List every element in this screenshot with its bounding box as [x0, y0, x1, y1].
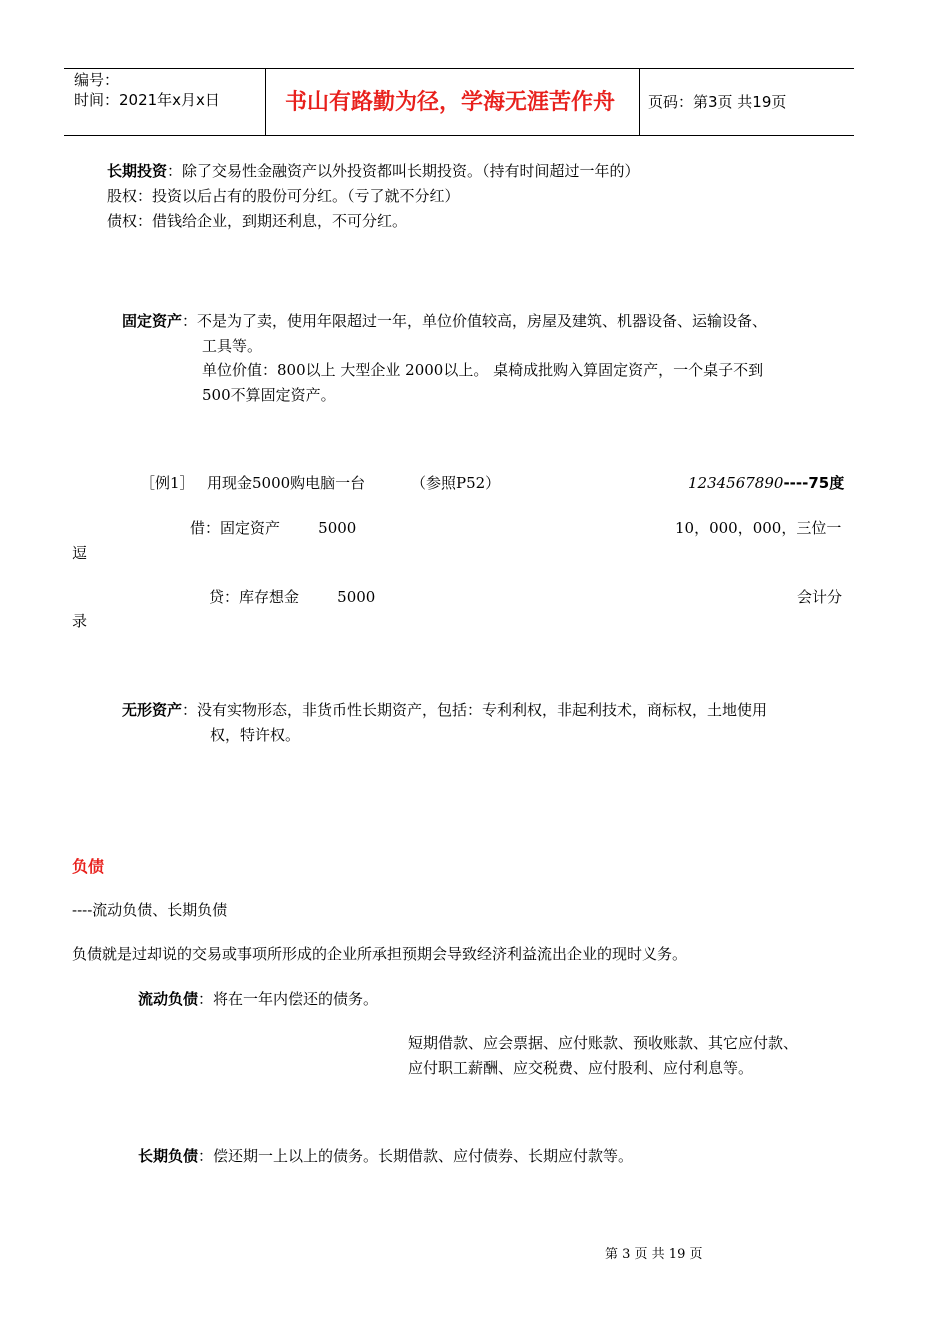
fixed-assets-line-2: 工具等。 [202, 337, 263, 355]
fixed-assets-line-4: 500不算固定资产。 [202, 386, 336, 404]
intangible-assets-line-2: 权，特许权。 [210, 726, 301, 744]
example-digits: 1234567890 [688, 474, 784, 492]
debit-entry: 借：固定资产 5000 [190, 519, 357, 537]
header-divider-right [639, 68, 640, 135]
credit-note-wrap: 录 [72, 612, 88, 630]
example-digits-suffix: ----75度 [783, 474, 845, 492]
example-reference: （参照P52） [411, 474, 501, 492]
header-bottom-rule [64, 135, 854, 136]
debit-note: 10，000，000，三位一 [675, 519, 842, 537]
debt-right-line: 债权：借钱给企业，到期还利息，不可分红。 [107, 212, 408, 230]
long-term-investment-line [107, 162, 640, 180]
debit-note-wrap: 逗 [72, 544, 88, 562]
long-term-liabilities-text: ：偿还期一上以上的债务。长期借款、应付债券、长期应付款等。 [198, 1147, 634, 1165]
fixed-assets-text-1: ：不是为了卖，使用年限超过一年，单位价值较高，房屋及建筑、机器设备、运输设备、 [182, 312, 768, 330]
current-liabilities-line [138, 990, 378, 1008]
long-term-investment-term: 长期投资 [107, 162, 168, 180]
long-term-investment-text: ：除了交易性金融资产以外投资都叫长期投资。（持有时间超过一年的） [167, 162, 640, 180]
footer-page-number: 第 3 页 共 19 页 [605, 1247, 703, 1262]
credit-note: 会计分 [797, 588, 843, 606]
current-liabilities-term: 流动负债 [138, 990, 199, 1008]
intangible-assets-text-1: ：没有实物形态，非货币性长期资产，包括：专利利权，非起利技术，商标权，土地使用 [182, 701, 768, 719]
fixed-assets-line-1 [122, 312, 767, 330]
current-liabilities-items-2: 应付职工薪酬、应交税费、应付股利、应付利息等。 [408, 1059, 754, 1077]
equity-line: 股权：投资以后占有的股份可分红。（亏了就不分红） [107, 187, 460, 205]
liabilities-types: ----流动负债、长期负债 [72, 901, 228, 919]
current-liabilities-text: ：将在一年内偿还的债务。 [198, 990, 379, 1008]
liabilities-definition: 负债就是过却说的交易或事项所形成的企业所承担预期会导致经济利益流出企业的现时义务。 [72, 945, 688, 963]
header-divider-left [265, 68, 266, 135]
current-liabilities-items-1: 短期借款、应会票据、应付账款、预收账款、其它应付款、 [408, 1034, 799, 1052]
header-page-info: 页码：第3页 共19页 [648, 93, 787, 111]
credit-entry: 贷：库存想金 5000 [209, 588, 376, 606]
intangible-assets-term: 无形资产 [122, 701, 183, 719]
liabilities-heading: 负债 [72, 857, 105, 876]
fixed-assets-term: 固定资产 [122, 312, 183, 330]
example-digits-note [688, 474, 844, 492]
example-text: 用现金5000购电脑一台 [207, 474, 366, 492]
header-number-label: 编号： [74, 71, 120, 89]
header-top-rule [64, 68, 854, 69]
header-motto: 书山有路勤为径，学海无涯苦作舟 [285, 90, 616, 115]
intangible-assets-line-1 [122, 701, 767, 719]
long-term-liabilities-term: 长期负债 [138, 1147, 199, 1165]
header-time-label: 时间：2021年x月x日 [74, 91, 220, 109]
example-label: ［例1］ [140, 474, 195, 492]
long-term-liabilities-line [138, 1147, 633, 1165]
fixed-assets-line-3: 单位价值：800以上 大型企业 2000以上。 桌椅成批购入算固定资产，一个桌子不到 [202, 361, 764, 379]
